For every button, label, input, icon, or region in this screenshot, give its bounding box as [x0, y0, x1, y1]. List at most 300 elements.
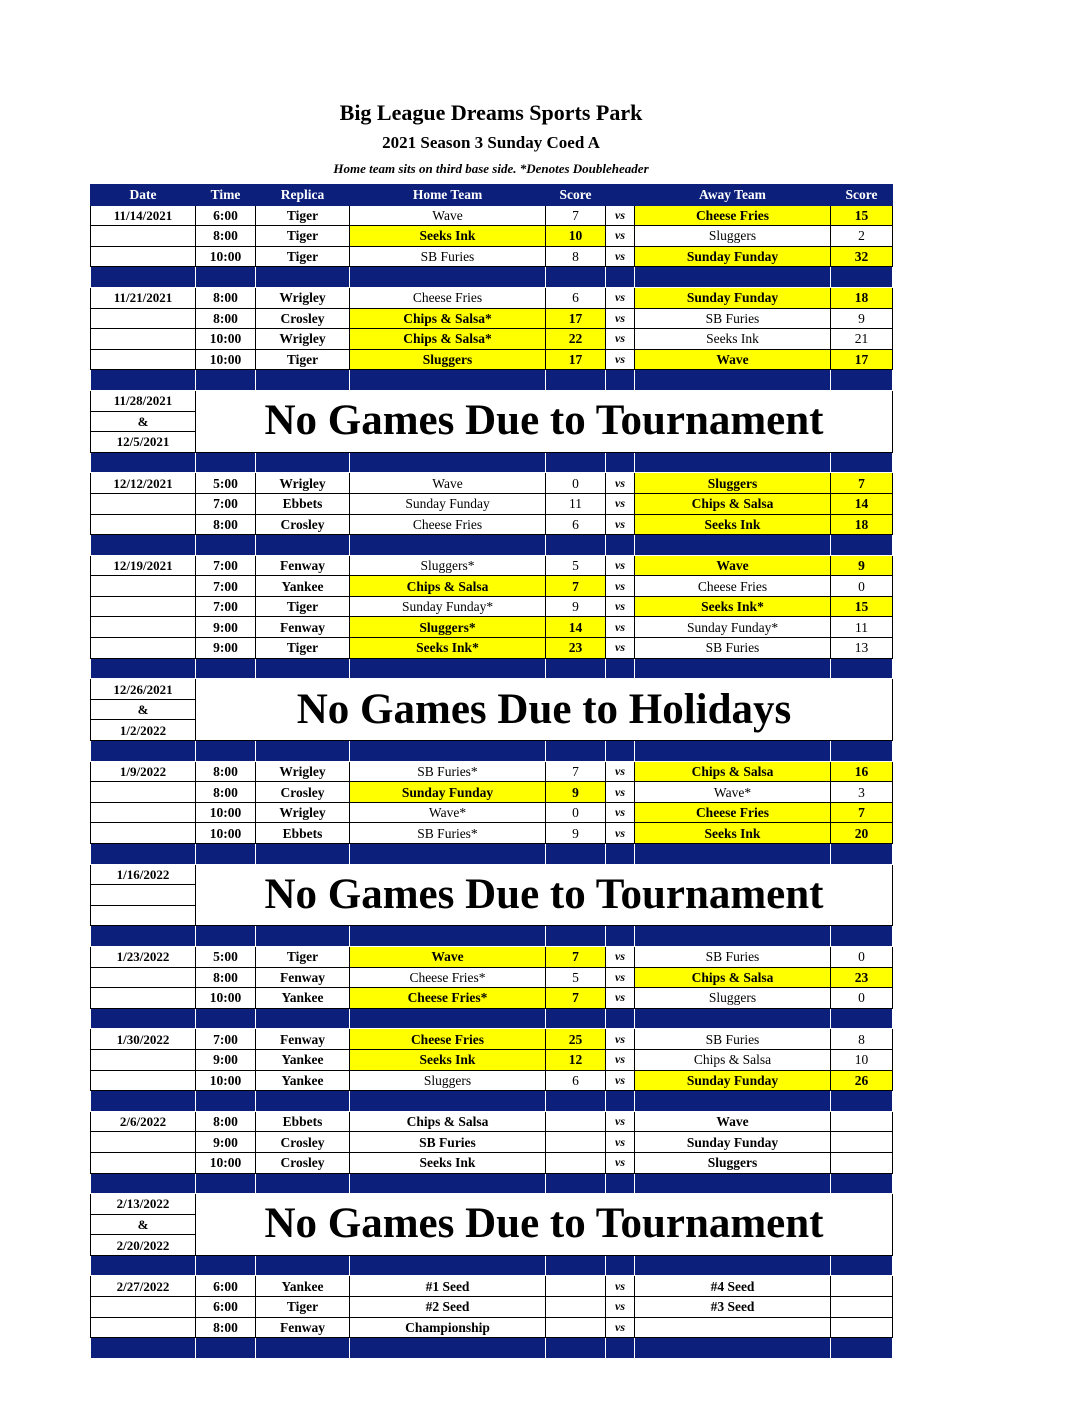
schedule-table	[90, 184, 893, 1359]
separator-cell	[196, 535, 256, 556]
home-score	[546, 1152, 606, 1173]
home-team: SB Furies*	[350, 823, 546, 844]
away-team: Sluggers	[635, 1152, 831, 1173]
separator-cell	[350, 1173, 546, 1194]
away-team: SB Furies	[635, 1029, 831, 1050]
home-team: Wave	[350, 946, 546, 967]
home-score: 7	[546, 205, 606, 226]
game-date	[91, 967, 196, 988]
game-date	[91, 349, 196, 370]
notice-row	[91, 679, 893, 700]
separator-cell	[546, 1255, 606, 1276]
home-score: 14	[546, 617, 606, 638]
separator-cell	[831, 452, 893, 473]
vs-label: vs	[606, 988, 635, 1009]
game-replica: Yankee	[256, 988, 350, 1009]
notice-date: 2/13/2022	[91, 1194, 196, 1215]
separator-cell	[635, 1338, 831, 1359]
separator-cell	[350, 844, 546, 865]
separator-cell	[606, 658, 635, 679]
separator-row	[91, 1008, 893, 1029]
away-score: 15	[831, 596, 893, 617]
separator-cell	[635, 452, 831, 473]
separator-cell	[350, 1338, 546, 1359]
separator-cell	[606, 1173, 635, 1194]
game-date	[91, 308, 196, 329]
game-replica: Yankee	[256, 1276, 350, 1297]
separator-cell	[350, 741, 546, 762]
notice-date: 1/2/2022	[91, 720, 196, 741]
game-replica: Tiger	[256, 226, 350, 247]
away-team: Cheese Fries	[635, 205, 831, 226]
away-team: SB Furies	[635, 946, 831, 967]
home-team: Sunday Funday*	[350, 596, 546, 617]
document-title: Big League Dreams Sports Park	[339, 100, 643, 125]
separator-cell	[91, 1173, 196, 1194]
separator-row	[91, 1091, 893, 1112]
separator-cell	[350, 452, 546, 473]
separator-cell	[546, 1173, 606, 1194]
separator-row	[91, 1255, 893, 1276]
separator-cell	[831, 741, 893, 762]
vs-label: vs	[606, 1029, 635, 1050]
home-score: 17	[546, 349, 606, 370]
game-date	[91, 576, 196, 597]
separator-cell	[635, 370, 831, 391]
game-row	[91, 823, 893, 844]
away-team: Seeks Ink	[635, 823, 831, 844]
separator-cell	[196, 370, 256, 391]
game-time: 8:00	[196, 287, 256, 308]
game-date: 11/21/2021	[91, 287, 196, 308]
vs-label: vs	[606, 1317, 635, 1338]
separator-cell	[256, 741, 350, 762]
game-replica: Tiger	[256, 596, 350, 617]
col-replica: Replica	[256, 185, 350, 206]
vs-label: vs	[606, 823, 635, 844]
game-date: 1/30/2022	[91, 1029, 196, 1050]
separator-cell	[256, 267, 350, 288]
away-score: 7	[831, 802, 893, 823]
away-team: Seeks Ink	[635, 329, 831, 350]
notice-text: No Games Due to Tournament	[196, 390, 893, 452]
game-replica: Fenway	[256, 555, 350, 576]
home-team: Seeks Ink*	[350, 638, 546, 659]
separator-cell	[350, 1091, 546, 1112]
separator-cell	[546, 926, 606, 947]
game-date: 2/6/2022	[91, 1111, 196, 1132]
away-team: Chips & Salsa	[635, 967, 831, 988]
schedule-note: Home team sits on third base side. *Denotes Doubleheader	[333, 161, 649, 176]
game-date: 1/9/2022	[91, 761, 196, 782]
separator-cell	[91, 1255, 196, 1276]
vs-label: vs	[606, 246, 635, 267]
game-replica: Fenway	[256, 617, 350, 638]
away-team: Sluggers	[635, 226, 831, 247]
away-team: SB Furies	[635, 638, 831, 659]
notice-date: 2/20/2022	[91, 1235, 196, 1256]
game-row	[91, 287, 893, 308]
game-row	[91, 967, 893, 988]
home-score: 0	[546, 473, 606, 494]
separator-row	[91, 267, 893, 288]
game-row	[91, 1111, 893, 1132]
vs-label: vs	[606, 514, 635, 535]
separator-row	[91, 741, 893, 762]
vs-label: vs	[606, 1111, 635, 1132]
separator-cell	[196, 452, 256, 473]
game-replica: Ebbets	[256, 1111, 350, 1132]
game-row	[91, 802, 893, 823]
notice-row	[91, 864, 893, 885]
game-date	[91, 988, 196, 1009]
game-date: 2/27/2022	[91, 1276, 196, 1297]
game-date	[91, 226, 196, 247]
away-team: Seeks Ink*	[635, 596, 831, 617]
vs-label: vs	[606, 576, 635, 597]
home-team: Cheese Fries*	[350, 967, 546, 988]
away-team: Chips & Salsa	[635, 493, 831, 514]
notice-date: 12/5/2021	[91, 432, 196, 453]
home-team: Chips & Salsa*	[350, 329, 546, 350]
home-team: SB Furies	[350, 246, 546, 267]
vs-label: vs	[606, 596, 635, 617]
separator-cell	[196, 1008, 256, 1029]
separator-cell	[350, 535, 546, 556]
separator-cell	[635, 926, 831, 947]
game-row	[91, 576, 893, 597]
game-replica: Wrigley	[256, 329, 350, 350]
home-team: #2 Seed	[350, 1297, 546, 1318]
home-team: Championship	[350, 1317, 546, 1338]
home-score	[546, 1276, 606, 1297]
notice-date: &	[91, 699, 196, 720]
separator-cell	[831, 267, 893, 288]
game-row	[91, 514, 893, 535]
home-team: SB Furies	[350, 1132, 546, 1153]
away-team: Sluggers	[635, 988, 831, 1009]
separator-cell	[546, 1008, 606, 1029]
home-score: 25	[546, 1029, 606, 1050]
separator-cell	[831, 658, 893, 679]
vs-label: vs	[606, 308, 635, 329]
away-team: Sunday Funday	[635, 1070, 831, 1091]
notice-date: 12/26/2021	[91, 679, 196, 700]
away-team: Chips & Salsa	[635, 1049, 831, 1070]
game-row	[91, 1029, 893, 1050]
home-score: 9	[546, 596, 606, 617]
vs-label: vs	[606, 1297, 635, 1318]
away-score: 26	[831, 1070, 893, 1091]
game-row	[91, 1070, 893, 1091]
home-team: Chips & Salsa*	[350, 308, 546, 329]
away-team	[635, 1317, 831, 1338]
game-date: 12/12/2021	[91, 473, 196, 494]
away-team: Cheese Fries	[635, 802, 831, 823]
game-replica: Yankee	[256, 1049, 350, 1070]
home-score: 23	[546, 638, 606, 659]
vs-label: vs	[606, 226, 635, 247]
separator-cell	[256, 1008, 350, 1029]
vs-label: vs	[606, 761, 635, 782]
separator-cell	[91, 1008, 196, 1029]
game-replica: Yankee	[256, 576, 350, 597]
separator-cell	[831, 1008, 893, 1029]
home-team: Chips & Salsa	[350, 576, 546, 597]
home-team: Cheese Fries*	[350, 988, 546, 1009]
game-replica: Yankee	[256, 1070, 350, 1091]
game-date	[91, 1152, 196, 1173]
home-team: Cheese Fries	[350, 1029, 546, 1050]
separator-cell	[831, 1173, 893, 1194]
game-replica: Ebbets	[256, 823, 350, 844]
separator-cell	[256, 1255, 350, 1276]
game-time: 7:00	[196, 576, 256, 597]
game-row	[91, 1132, 893, 1153]
separator-cell	[606, 1255, 635, 1276]
home-score: 7	[546, 946, 606, 967]
separator-row	[91, 1338, 893, 1359]
game-row	[91, 473, 893, 494]
away-score: 9	[831, 555, 893, 576]
vs-label: vs	[606, 493, 635, 514]
game-row	[91, 596, 893, 617]
separator-cell	[635, 1255, 831, 1276]
separator-cell	[256, 926, 350, 947]
game-date	[91, 514, 196, 535]
game-row	[91, 617, 893, 638]
away-score: 11	[831, 617, 893, 638]
separator-cell	[606, 1008, 635, 1029]
notice-text: No Games Due to Holidays	[196, 679, 893, 741]
game-row	[91, 782, 893, 803]
home-team: SB Furies*	[350, 761, 546, 782]
away-score: 20	[831, 823, 893, 844]
game-time: 10:00	[196, 823, 256, 844]
vs-label: vs	[606, 967, 635, 988]
vs-label: vs	[606, 1070, 635, 1091]
vs-label: vs	[606, 638, 635, 659]
separator-cell	[91, 658, 196, 679]
separator-cell	[606, 452, 635, 473]
home-score: 17	[546, 308, 606, 329]
col-away-team: Away Team	[635, 185, 831, 206]
separator-cell	[606, 844, 635, 865]
game-time: 9:00	[196, 1132, 256, 1153]
separator-cell	[606, 370, 635, 391]
separator-cell	[256, 1091, 350, 1112]
document-subtitle: 2021 Season 3 Sunday Coed A	[382, 133, 600, 152]
separator-cell	[831, 370, 893, 391]
game-time: 8:00	[196, 761, 256, 782]
game-time: 8:00	[196, 308, 256, 329]
game-replica: Wrigley	[256, 287, 350, 308]
game-replica: Fenway	[256, 1029, 350, 1050]
away-score: 32	[831, 246, 893, 267]
home-score: 12	[546, 1049, 606, 1070]
game-date	[91, 596, 196, 617]
separator-cell	[635, 535, 831, 556]
game-time: 7:00	[196, 1029, 256, 1050]
separator-cell	[91, 1338, 196, 1359]
game-replica: Fenway	[256, 1317, 350, 1338]
separator-cell	[546, 1338, 606, 1359]
home-score: 7	[546, 576, 606, 597]
schedule-body	[91, 205, 893, 1358]
game-date	[91, 1070, 196, 1091]
game-replica: Crosley	[256, 514, 350, 535]
away-score: 0	[831, 946, 893, 967]
away-score: 18	[831, 287, 893, 308]
home-score	[546, 1111, 606, 1132]
away-score: 9	[831, 308, 893, 329]
separator-cell	[91, 535, 196, 556]
game-row	[91, 1152, 893, 1173]
vs-label: vs	[606, 617, 635, 638]
home-team: Cheese Fries	[350, 287, 546, 308]
separator-cell	[546, 370, 606, 391]
game-date	[91, 617, 196, 638]
away-team: Chips & Salsa	[635, 761, 831, 782]
separator-cell	[196, 1255, 256, 1276]
game-date: 11/14/2021	[91, 205, 196, 226]
away-score: 3	[831, 782, 893, 803]
game-row	[91, 555, 893, 576]
game-replica: Fenway	[256, 967, 350, 988]
game-date	[91, 493, 196, 514]
home-team: Sluggers*	[350, 555, 546, 576]
away-score	[831, 1297, 893, 1318]
separator-row	[91, 1173, 893, 1194]
separator-cell	[635, 1008, 831, 1029]
notice-row	[91, 390, 893, 411]
home-team: Seeks Ink	[350, 226, 546, 247]
separator-cell	[196, 741, 256, 762]
home-score: 5	[546, 555, 606, 576]
separator-cell	[831, 1091, 893, 1112]
away-team: Wave*	[635, 782, 831, 803]
game-row	[91, 946, 893, 967]
game-replica: Wrigley	[256, 761, 350, 782]
game-time: 5:00	[196, 473, 256, 494]
game-date	[91, 246, 196, 267]
separator-cell	[546, 452, 606, 473]
away-score	[831, 1111, 893, 1132]
away-team: Sunday Funday	[635, 1132, 831, 1153]
game-replica: Tiger	[256, 349, 350, 370]
game-time: 9:00	[196, 617, 256, 638]
separator-cell	[256, 844, 350, 865]
game-replica: Tiger	[256, 205, 350, 226]
game-row	[91, 246, 893, 267]
separator-row	[91, 452, 893, 473]
game-row	[91, 205, 893, 226]
game-date	[91, 1132, 196, 1153]
game-replica: Tiger	[256, 638, 350, 659]
separator-cell	[635, 844, 831, 865]
notice-date	[91, 885, 196, 906]
separator-row	[91, 370, 893, 391]
separator-cell	[606, 1338, 635, 1359]
separator-cell	[350, 370, 546, 391]
game-replica: Crosley	[256, 308, 350, 329]
game-date: 1/23/2022	[91, 946, 196, 967]
separator-row	[91, 535, 893, 556]
header-row	[91, 185, 893, 206]
home-score	[546, 1132, 606, 1153]
notice-row	[91, 1194, 893, 1215]
away-score: 18	[831, 514, 893, 535]
separator-cell	[196, 1173, 256, 1194]
game-time: 10:00	[196, 1070, 256, 1091]
away-score	[831, 1132, 893, 1153]
home-score: 5	[546, 967, 606, 988]
away-team: Sluggers	[635, 473, 831, 494]
home-team: Sluggers	[350, 1070, 546, 1091]
game-row	[91, 493, 893, 514]
separator-cell	[635, 741, 831, 762]
home-team: Wave*	[350, 802, 546, 823]
away-score: 8	[831, 1029, 893, 1050]
separator-cell	[831, 535, 893, 556]
vs-label: vs	[606, 205, 635, 226]
separator-cell	[91, 370, 196, 391]
away-score: 21	[831, 329, 893, 350]
game-time: 8:00	[196, 1111, 256, 1132]
col-date: Date	[91, 185, 196, 206]
home-team: Sunday Funday	[350, 782, 546, 803]
home-score: 0	[546, 802, 606, 823]
away-team: Sunday Funday	[635, 287, 831, 308]
game-time: 6:00	[196, 1276, 256, 1297]
away-score	[831, 1152, 893, 1173]
vs-label: vs	[606, 1152, 635, 1173]
separator-cell	[831, 1338, 893, 1359]
game-date	[91, 823, 196, 844]
away-team: Wave	[635, 349, 831, 370]
away-score: 2	[831, 226, 893, 247]
separator-cell	[196, 1091, 256, 1112]
separator-cell	[256, 370, 350, 391]
notice-date: &	[91, 411, 196, 432]
separator-cell	[546, 267, 606, 288]
game-time: 5:00	[196, 946, 256, 967]
separator-cell	[256, 1338, 350, 1359]
game-date	[91, 638, 196, 659]
vs-label: vs	[606, 1132, 635, 1153]
game-time: 8:00	[196, 1317, 256, 1338]
game-time: 7:00	[196, 493, 256, 514]
game-time: 7:00	[196, 555, 256, 576]
home-score: 22	[546, 329, 606, 350]
game-time: 8:00	[196, 967, 256, 988]
home-team: Sluggers	[350, 349, 546, 370]
home-score: 7	[546, 761, 606, 782]
separator-cell	[606, 535, 635, 556]
separator-cell	[831, 926, 893, 947]
away-score: 23	[831, 967, 893, 988]
game-date: 12/19/2021	[91, 555, 196, 576]
game-time: 10:00	[196, 802, 256, 823]
notice-date	[91, 905, 196, 926]
separator-cell	[606, 741, 635, 762]
game-date	[91, 1297, 196, 1318]
game-time: 6:00	[196, 205, 256, 226]
game-date	[91, 1317, 196, 1338]
vs-label: vs	[606, 802, 635, 823]
separator-cell	[350, 267, 546, 288]
separator-cell	[196, 844, 256, 865]
